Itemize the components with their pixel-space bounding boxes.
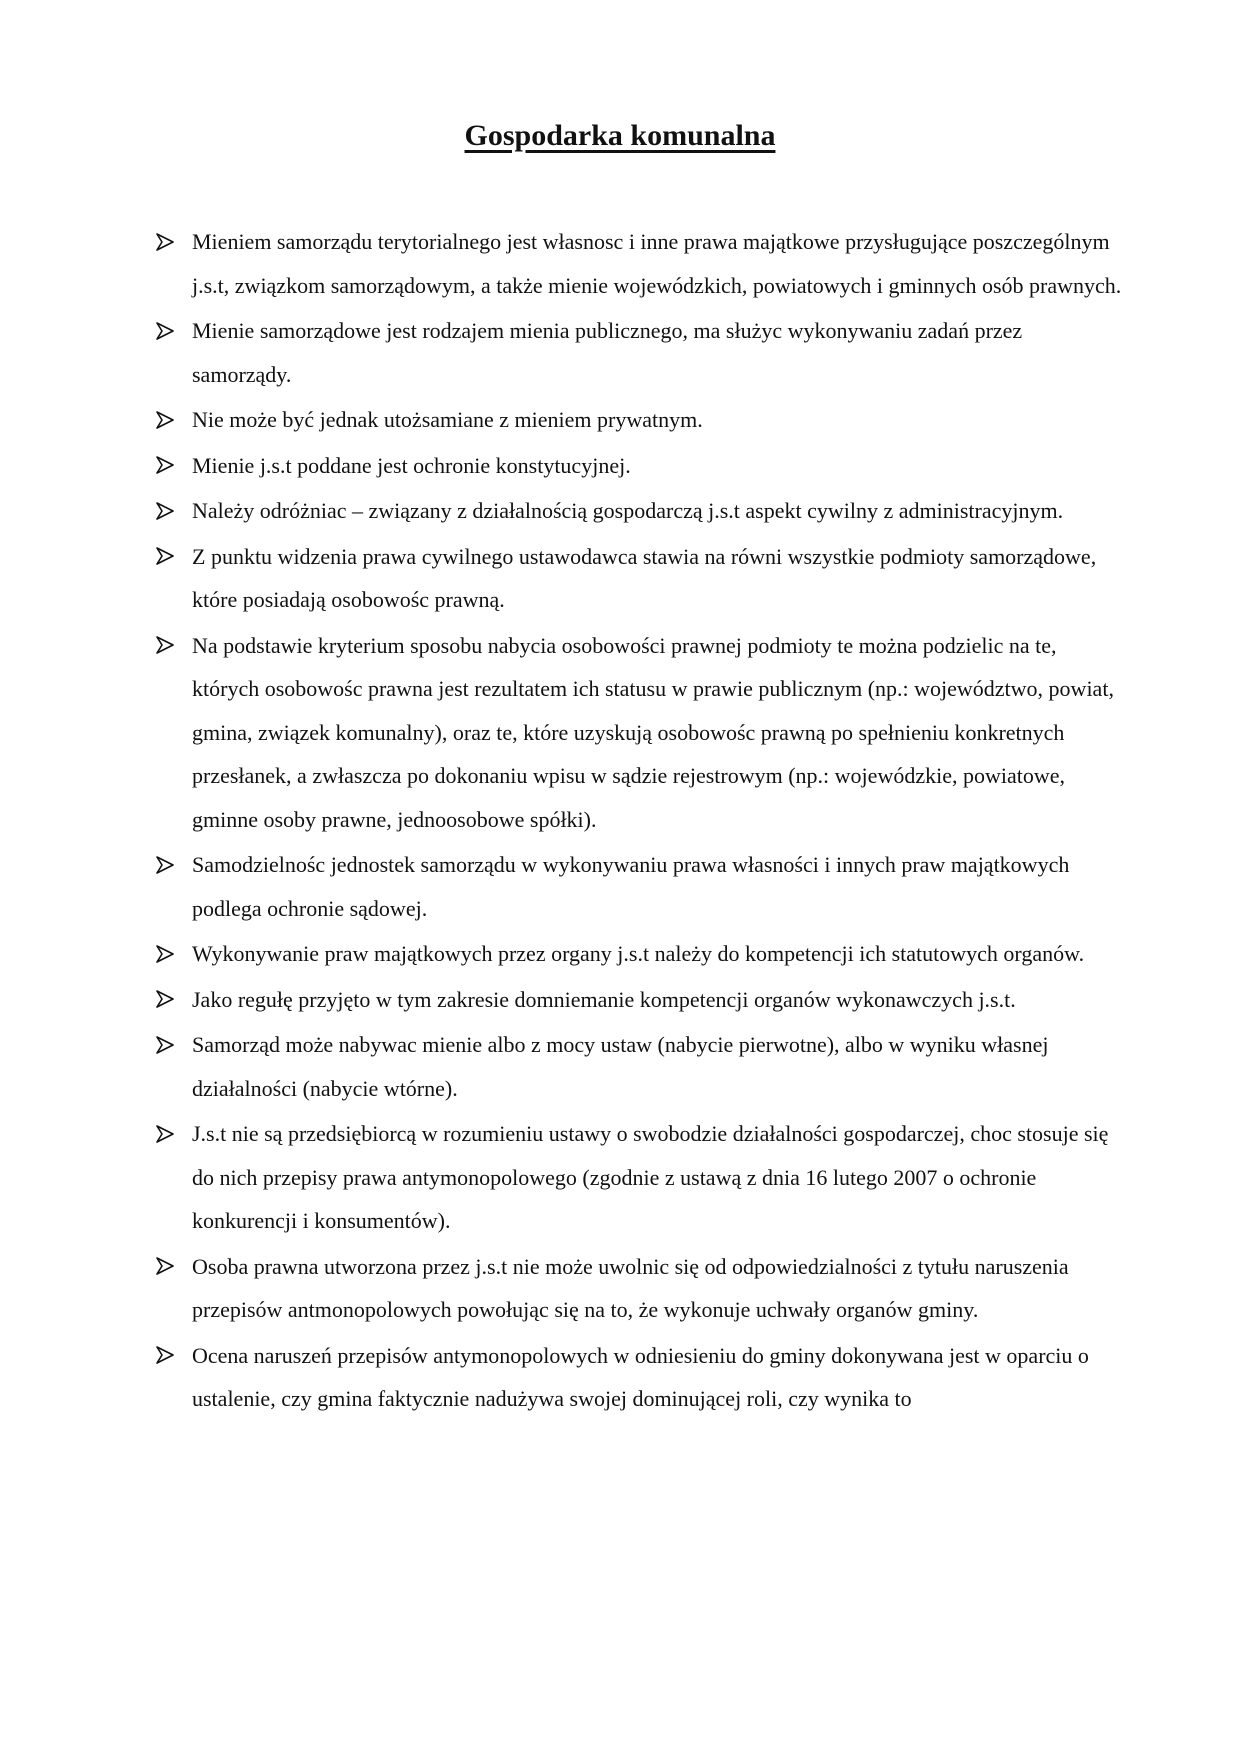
arrowhead-bullet-icon: [156, 489, 178, 533]
bullet-item: [156, 444, 1126, 488]
arrowhead-bullet-icon: [156, 444, 178, 488]
arrowhead-bullet-icon: [156, 220, 178, 264]
bullet-item: [156, 1112, 1126, 1243]
arrowhead-bullet-icon: [156, 535, 178, 579]
arrowhead-bullet-icon: [156, 624, 178, 668]
arrowhead-bullet-icon: [156, 398, 178, 442]
bullet-item: [156, 1245, 1126, 1332]
arrowhead-bullet-icon: [156, 1334, 178, 1378]
bullet-item: [156, 624, 1126, 842]
arrowhead-bullet-icon: [156, 932, 178, 976]
bullet-item: [156, 309, 1126, 396]
bullet-text: Na podstawie kryterium sposobu nabycia osobowości prawnej podmioty te można podzielic na te, których osobowośc prawna jest rezultatem ich statusu w prawie publicznym (np.: województwo, powiat, gmina, związek komunalny), oraz te, które uzyskują osobowośc prawną po spełnieniu konkretnych przesłanek, a zwłaszcza po dokonaniu wpisu w sądzie rejestrowym (np.: wojewódzkie, powiatowe, gminne osoby prawne, jednoosobowe spółki).: [192, 632, 1114, 832]
document-title: Gospodarka komunalna: [464, 119, 776, 152]
bullet-item: [156, 978, 1126, 1022]
arrowhead-bullet-icon: [156, 1245, 178, 1289]
bullet-item: [156, 398, 1126, 442]
bullet-text: Osoba prawna utworzona przez j.s.t nie może uwolnic się od odpowiedzialności z tytułu naruszenia przepisów antmonopolowych powołując się na to, że wykonuje uchwały organów gminy.: [192, 1253, 1069, 1322]
bullet-text: J.s.t nie są przedsiębiorcą w rozumieniu ustawy o swobodzie działalności gospodarczej, choc stosuje się do nich przepisy prawa antymonopolowego (zgodnie z ustawą z dnia 16 lutego 2007 o ochronie konkurencji i konsumentów).: [192, 1121, 1109, 1233]
bullet-text: Nie może być jednak utożsamiane z mieniem prywatnym.: [192, 407, 703, 432]
bullet-text: Mienie samorządowe jest rodzajem mienia publicznego, ma służyc wykonywaniu zadań przez samorządy.: [192, 318, 1023, 387]
bullet-item: [156, 932, 1126, 976]
bullet-text: Mienie j.s.t poddane jest ochronie konstytucyjnej.: [192, 452, 631, 478]
bullet-item: [156, 1334, 1126, 1421]
arrowhead-bullet-icon: [156, 843, 178, 887]
bullet-text: Samorząd może nabywac mienie albo z mocy ustaw (nabycie pierwotne), albo w wyniku własnej działalności (nabycie wtórne).: [192, 1032, 1049, 1101]
bullet-text: Samodzielnośc jednostek samorządu w wykonywaniu prawa własności i innych praw majątkowych podlega ochronie sądowej.: [192, 852, 1070, 921]
arrowhead-bullet-icon: [156, 1112, 178, 1156]
arrowhead-bullet-icon: [156, 978, 178, 1022]
bullet-text: Jako regułę przyjęto w tym zakresie domniemanie kompetencji organów wykonawczych j.s.t.: [192, 986, 1016, 1012]
bullet-text: Z punktu widzenia prawa cywilnego ustawodawca stawia na równi wszystkie podmioty samorządowe, które posiadają osobowośc prawną.: [192, 543, 1097, 612]
bullet-item: [156, 489, 1126, 533]
bullet-item: [156, 1023, 1126, 1110]
bullet-text: Należy odróżniac – związany z działalnością gospodarczą j.s.t aspekt cywilny z administracyjnym.: [192, 498, 1064, 523]
bullet-text: Wykonywanie praw majątkowych przez organy j.s.t należy do kompetencji ich statutowych organów.: [192, 941, 1085, 966]
bullet-text: Ocena naruszeń przepisów antymonopolowych w odniesieniu do gminy dokonywana jest w oparciu o ustalenie, czy gmina faktycznie nadużywa swojej dominującej roli, czy wynika to: [192, 1342, 1089, 1411]
bullet-text: Mieniem samorządu terytorialnego jest własnosc i inne prawa majątkowe przysługujące poszczególnym j.s.t, związkom samorządowym, a także mienie wojewódzkich, powiatowych i gminnych osób prawnych.: [192, 229, 1122, 298]
bullet-item: [156, 535, 1126, 622]
bullet-item: [156, 220, 1126, 307]
bullet-list: [156, 220, 1126, 1423]
arrowhead-bullet-icon: [156, 1023, 178, 1067]
bullet-item: [156, 843, 1126, 930]
arrowhead-bullet-icon: [156, 309, 178, 353]
